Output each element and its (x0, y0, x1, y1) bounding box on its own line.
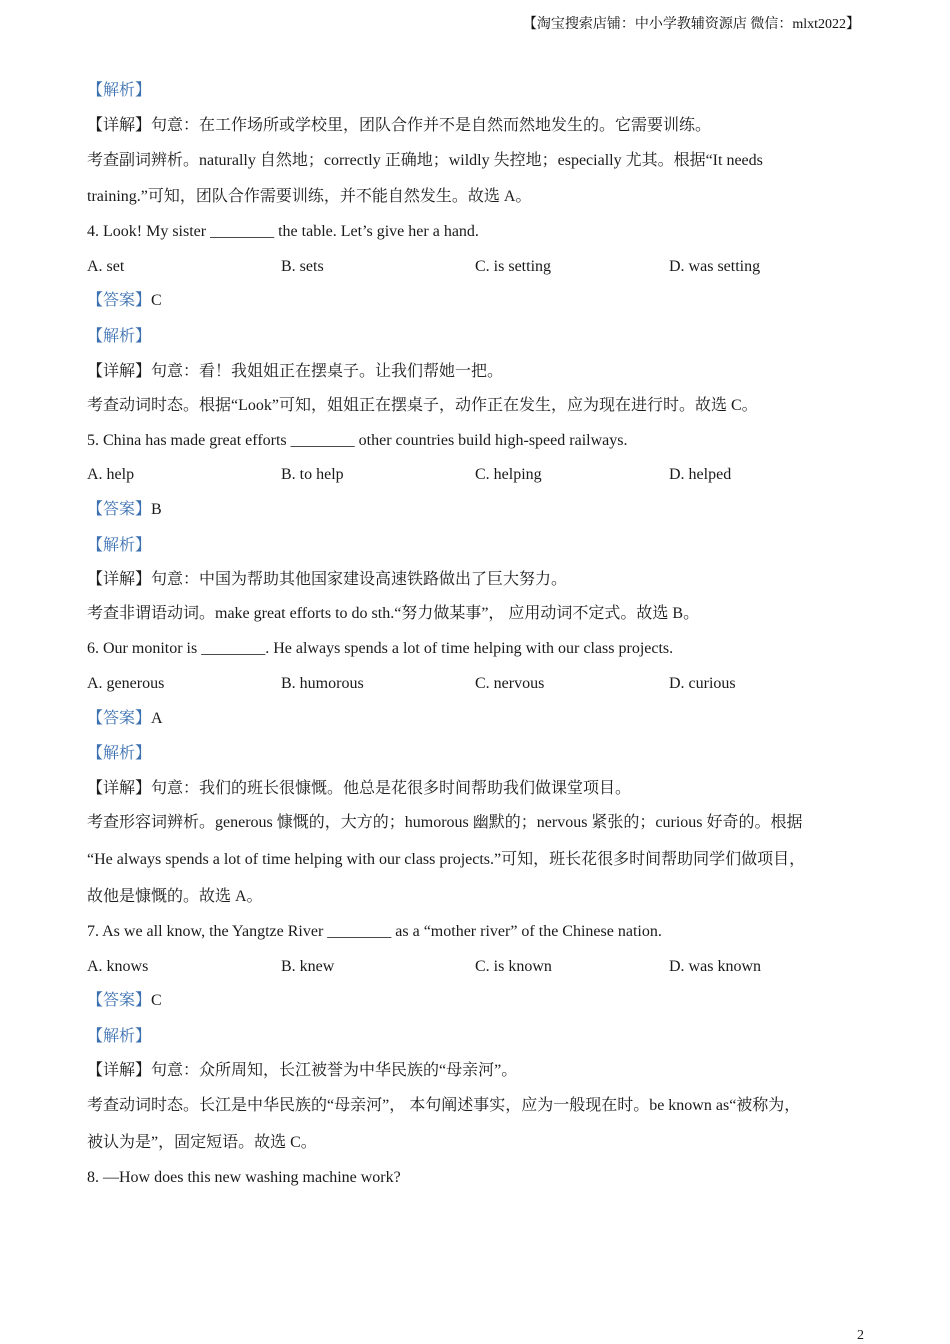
answer-line (87, 991, 162, 1011)
detail-text: 【详解】句意：我们的班长很慷慨。他总是花很多时间帮助我们做课堂项目。 (87, 780, 632, 797)
explain-text: 考查非谓语动词。make great efforts to do sth.“努力做某事”， 应用动词不定式。故选 B。 (87, 605, 700, 622)
answer-line (87, 500, 162, 520)
explain-text: training.”可知，团队合作需要训练，并不能自然发生。故选 A。 (87, 188, 532, 205)
answer-line (87, 709, 163, 729)
option-b: B. knew (281, 958, 335, 975)
explain-text: 考查动词时态。长江是中华民族的“母亲河”， 本句阐述事实，应为一般现在时。be known as“被称为， (87, 1097, 801, 1114)
answer-label: 【答案】 (87, 501, 152, 518)
answer-line (87, 291, 162, 311)
detail-text: 【详解】句意：看！我姐姐正在摆桌子。让我们帮她一把。 (87, 363, 504, 380)
option-b: B. to help (281, 466, 344, 483)
option-c: C. is setting (475, 258, 552, 275)
question-stem: 4. Look! My sister ________ the table. Let’s give her a hand. (87, 223, 479, 240)
analysis-label: 【解析】 (87, 328, 152, 345)
answer-value: A (151, 710, 163, 727)
option-d: D. was setting (669, 258, 761, 275)
option-c: C. nervous (475, 675, 545, 692)
answer-value: C (151, 292, 162, 309)
analysis-label: 【解析】 (87, 1028, 152, 1045)
page-header: 【淘宝搜索店铺：中小学教辅资源店 微信：mlxt2022】 (522, 17, 860, 32)
option-a: A. knows (87, 958, 149, 975)
detail-text: 【详解】句意：众所周知，长江被誉为中华民族的“母亲河”。 (87, 1062, 518, 1079)
answer-value: C (151, 992, 162, 1009)
explain-text: 考查副词辨析。naturally 自然地；correctly 正确地；wildly 失控地；especially 尤其。根据“It needs (87, 152, 763, 169)
analysis-label: 【解析】 (87, 745, 152, 762)
option-a: A. help (87, 466, 135, 483)
answer-value: B (151, 501, 162, 518)
option-c: C. is known (475, 958, 552, 975)
analysis-label: 【解析】 (87, 537, 152, 554)
option-d: D. curious (669, 675, 736, 692)
detail-text: 【详解】句意：中国为帮助其他国家建设高速铁路做出了巨大努力。 (87, 571, 568, 588)
option-d: D. helped (669, 466, 732, 483)
question-stem: 7. As we all know, the Yangtze River ________ as a “mother river” of the Chinese nation. (87, 923, 662, 940)
analysis-label: 【解析】 (87, 82, 152, 99)
option-a: A. set (87, 258, 125, 275)
explain-text: 考查动词时态。根据“Look”可知，姐姐正在摆桌子，动作正在发生，应为现在进行时。故选 C。 (87, 397, 758, 414)
question-stem: 8. —How does this new washing machine work? (87, 1169, 401, 1186)
explain-text: 故他是慷慨的。故选 A。 (87, 888, 263, 905)
option-a: A. generous (87, 675, 165, 692)
question-stem: 6. Our monitor is ________. He always spends a lot of time helping with our class projects. (87, 640, 674, 657)
option-c: C. helping (475, 466, 542, 483)
explain-text: 考查形容词辨析。generous 慷慨的，大方的；humorous 幽默的；nervous 紧张的；curious 好奇的。根据 (87, 814, 803, 831)
option-d: D. was known (669, 958, 761, 975)
explain-text: 被认为是”，固定短语。故选 C。 (87, 1134, 317, 1151)
page-number: 2 (857, 1328, 864, 1343)
option-b: B. humorous (281, 675, 364, 692)
detail-text: 【详解】句意：在工作场所或学校里，团队合作并不是自然而然地发生的。它需要训练。 (87, 117, 712, 134)
option-b: B. sets (281, 258, 324, 275)
question-stem: 5. China has made great efforts ________ other countries build high-speed railways. (87, 432, 628, 449)
answer-label: 【答案】 (87, 992, 152, 1009)
explain-text: “He always spends a lot of time helping with our class projects.”可知，班长花很多时间帮助同学们做项目， (87, 851, 806, 868)
answer-label: 【答案】 (87, 292, 152, 309)
answer-label: 【答案】 (87, 710, 152, 727)
